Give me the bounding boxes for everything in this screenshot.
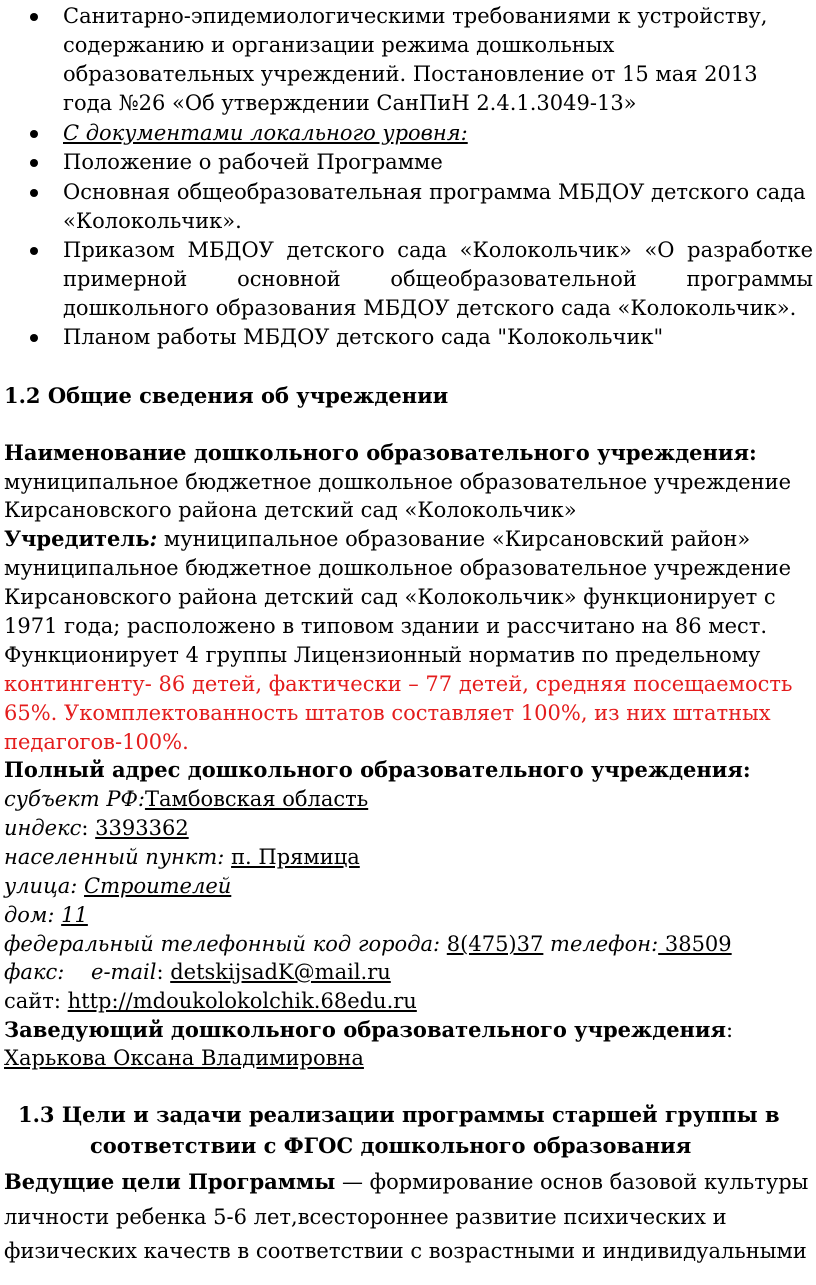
locality-value: п. Прямица [231,845,360,869]
street-label: улица: [4,874,85,898]
subject-label: субъект РФ: [4,787,145,811]
phone-row [4,930,732,958]
fax-email-row [4,958,391,986]
head-row [4,1016,733,1044]
site-row [4,987,417,1015]
index-colon: : [81,816,96,840]
email-link[interactable]: detskijsadK@mail.ru [170,960,391,984]
description-text: муниципальное бюджетное дошкольное образовательное учреждение [4,556,792,580]
address-label: Полный адрес дошкольного образовательного учреждения: [4,757,751,782]
bullet-icon [30,13,38,21]
house-label: дом: [4,903,62,927]
section-heading: 1.3 Цели и задачи реализации программы старшей группы в [18,1102,780,1127]
description-text: Функционирует 4 группы Лицензионный норматив по предельному [4,643,761,667]
list-item-text: содержанию и организации режима дошкольных [63,33,615,57]
list-item-text: дошкольного образования МБДОУ детского сада «Колокольчик». [63,296,797,320]
street-row [4,872,231,900]
goals-text: личности ребенка 5-6 лет,всестороннее развитие психических и [4,1205,727,1229]
locality-label: населенный пункт: [4,845,232,869]
enrollment-text: контингенту- 86 детей, фактически – 77 детей, средняя посещаемость [4,672,793,696]
institution-name-text: муниципальное бюджетное дошкольное образовательное учреждение [4,470,792,494]
goals-row [4,1168,808,1196]
index-row [4,814,189,842]
phone-code-label: федеральный телефонный код города: [4,932,447,956]
bullet-icon [30,159,38,167]
site-link[interactable]: http://mdoukolokolchik.68edu.ru [67,989,417,1013]
subject-row [4,785,368,813]
enrollment-text: педагогов-100%. [4,730,189,754]
phone-value: 38509 [658,932,732,956]
list-item-text: года №26 «Об утверждении СанПиН 2.4.1.3049-13» [63,91,637,115]
house-row [4,901,88,929]
goals-label: Ведущие цели Программы [4,1169,336,1194]
description-text: Кирсановского района детский сад «Колокольчик» функционирует с [4,585,776,609]
phone-code-value: 8(475)37 [446,932,544,956]
head-name: Харькова Оксана Владимировна [4,1046,364,1070]
list-item-text: Положение о рабочей Программе [63,150,443,174]
house-value: 11 [61,903,88,927]
subject-value: Тамбовская область [144,787,369,811]
index-label: индекс [4,816,82,840]
section-heading: соответствии с ФГОС дошкольного образования [90,1133,692,1158]
goals-text: физических качеств в соответствии с возрастными и индивидуальными [4,1239,807,1263]
head-label: Заведующий дошкольного образовательного учреждения [4,1017,727,1042]
site-label: сайт: [4,989,68,1013]
email-colon: : [156,960,171,984]
bullet-icon [30,247,38,255]
bullet-icon [30,334,38,342]
institution-name-text: Кирсановского района детский сад «Колокольчик» [4,498,577,522]
list-item-text: «Колокольчик». [63,209,242,233]
enrollment-text: 65%. Укомплектованность штатов составляет 100%, из них штатных [4,701,771,725]
list-item-text: Приказом МБДОУ детского сада «Колокольчик» «О разработке [63,238,813,262]
founder-value: муниципальное образование «Кирсановский район» [157,527,751,551]
street-value: Строителей [84,874,232,898]
founder-label: Учредитель [4,526,150,551]
founder-row [4,525,750,553]
index-value: 3393362 [95,816,189,840]
goals-text: — формирование основ базовой культуры [335,1170,809,1194]
bullet-icon [30,189,38,197]
list-item-text: Основная общеобразовательная программа МБДОУ детского сада [63,180,806,204]
locality-row [4,843,360,871]
phone-label: телефон: [543,932,659,956]
list-item-text: Планом работы МБДОУ детского сада "Колокольчик" [63,325,664,349]
institution-name-label: Наименование дошкольного образовательного учреждения: [4,440,757,465]
list-item-text: С документами локального уровня: [63,121,468,145]
description-text: 1971 года; расположено в типовом здании и рассчитано на 86 мест. [4,614,768,638]
list-item-text: примерной основной общеобразовательной программы [63,267,813,291]
list-item-text: образовательных учреждений. Постановление от 15 мая 2013 [63,62,758,86]
fax-email-label: факс: e-mail [4,960,157,984]
list-item-text: Санитарно-эпидемиологическими требованиями к устройству, [63,4,768,28]
bullet-icon [30,130,38,138]
founder-colon: : [149,526,158,551]
section-heading: 1.2 Общие сведения об учреждении [4,383,449,408]
head-colon: : [726,1018,734,1042]
